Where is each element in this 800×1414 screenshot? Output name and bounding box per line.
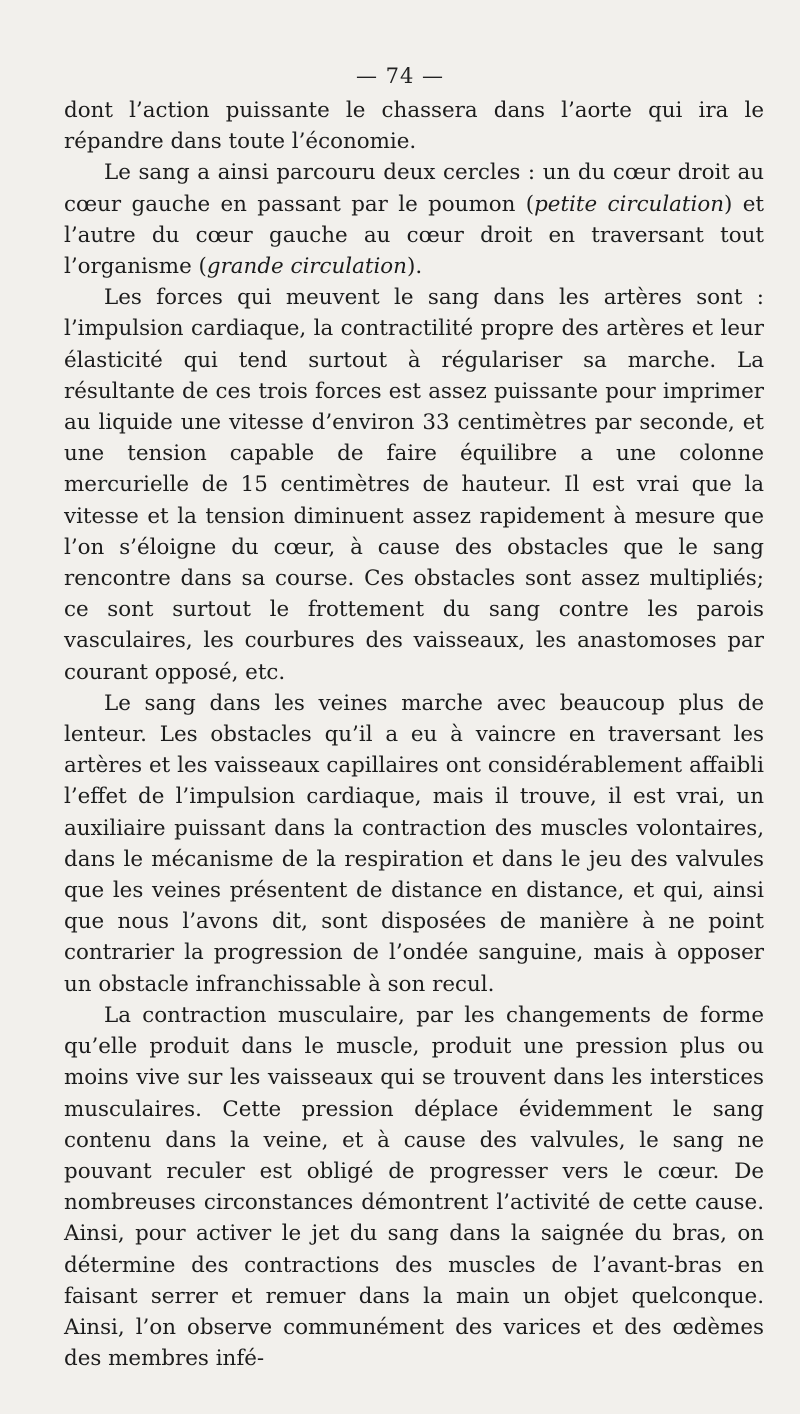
page-number: — 74 — bbox=[355, 64, 445, 88]
term-petite-circulation: petite circulation bbox=[534, 191, 725, 217]
paragraph-text: Le sang a ainsi parcouru deux cercles : un du cœur droit au cœur gauche en passant par le poumon ( bbox=[64, 160, 764, 217]
paragraph-text: Le sang dans les veines marche avec beaucoup plus de lenteur. Les obstacles qu’il a eu à vaincre en traversant les artères et les vaisseaux capillaires ont considérablement affaibli l’effet de l’impulsion cardiaque, mais il trouve, il est vrai, un auxiliaire puissant dans la contraction des muscles volontaires, dans le mécanisme de la respiration et dans le jeu des valvules que les veines présentent de distance en distance, et qui, ainsi que nous l’avons dit, sont disposées de manière à ne point contrarier la progression de l’ondée sanguine, mais à opposer un obstacle infranchissable à son recul. bbox=[64, 690, 764, 997]
paragraph bbox=[64, 1000, 764, 1374]
paragraph-text: Les forces qui meuvent le sang dans les artères sont : l’impulsion cardiaque, la contractilité propre des artères et leur élasticité qui tend surtout à régulariser sa marche. La résultante de ces trois forces est assez puissante pour imprimer au liquide une vitesse d’environ 33 centimètres par seconde, et une tension capable de faire équilibre a une colonne mercurielle de 15 centimètres de hauteur. Il est vrai que la vitesse et la tension diminuent assez rapidement à mesure que l’on s’éloigne du cœur, à cause des obstacles que le sang rencontre dans sa course. Ces obstacles sont assez multipliés; ce sont surtout le frottement du sang contre les parois vasculaires, les courbures des vaisseaux, les anastomoses par courant opposé, etc. bbox=[64, 285, 764, 685]
paragraph bbox=[64, 157, 764, 282]
term-grande-circulation: grande circulation bbox=[206, 254, 407, 280]
paragraph bbox=[64, 282, 764, 688]
paragraph-text: ). bbox=[406, 254, 423, 280]
paragraph-text: La contraction musculaire, par les changements de forme qu’elle produit dans le muscle, produit une pression plus ou moins vive sur les vaisseaux qui se trouvent dans les interstices musculaires. Cette pression déplace évidemment le sang contenu dans la veine, et à cause des valvules, le sang ne pouvant reculer est obligé de progresser vers le cœur. De nombreuses circonstances démontrent l’activité de cette cause. Ainsi, pour activer le jet du sang dans la saignée du bras, on détermine des contractions des muscles de l’avant-bras en faisant serrer et remuer dans la main un objet quelconque. Ainsi, l’on observe communément des varices et des œdèmes des membres infé- bbox=[64, 1002, 764, 1372]
paragraph-text: ) et l’autre du cœur gauche au cœur droit en traversant tout l’organisme ( bbox=[64, 191, 764, 280]
paragraph bbox=[64, 688, 764, 1000]
paragraph-continuation bbox=[64, 95, 764, 157]
paragraph-text: dont l’action puissante le chassera dans l’aorte qui ira le répandre dans toute l’économie. bbox=[64, 98, 764, 155]
text-body bbox=[64, 95, 764, 1374]
